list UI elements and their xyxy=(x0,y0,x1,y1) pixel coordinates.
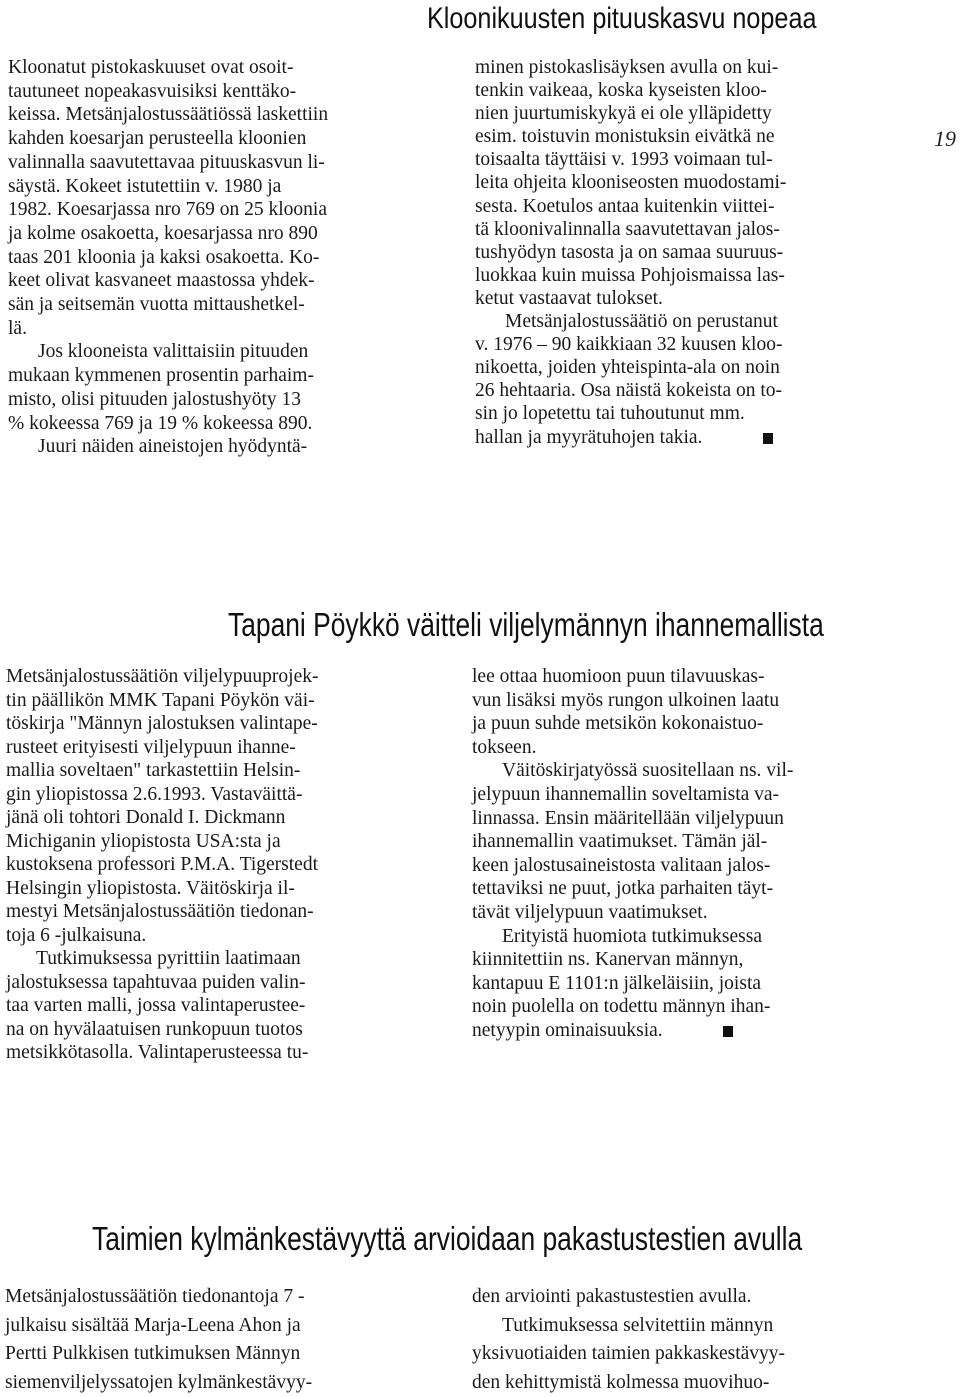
text-line xyxy=(8,246,440,270)
text-line-content: keen jalostusaineistosta valitaan jalos- xyxy=(472,854,771,876)
text-line xyxy=(8,198,440,222)
text-line xyxy=(8,293,440,317)
text-line-content: misto, olisi pituuden jalostushyöty 13 xyxy=(8,388,302,410)
text-line xyxy=(5,1369,435,1397)
text-line-content: tenkin vaikeaa, koska kyseisten kloo- xyxy=(475,80,767,102)
text-line-content: sin jo lopetettu tai tuhoutunut mm. xyxy=(475,403,745,425)
text-line-content: keet olivat kasvaneet maastossa yhdek- xyxy=(8,270,315,292)
text-line-content: taa varten malli, jossa valintaperustee- xyxy=(6,995,306,1016)
page-number: 19 xyxy=(934,126,956,151)
end-of-article-mark xyxy=(723,1026,733,1037)
text-line xyxy=(8,222,440,246)
text-line xyxy=(472,689,902,713)
text-line xyxy=(475,264,905,287)
article-title: Kloonikuusten pituuskasvu nopeaa xyxy=(427,2,817,35)
text-line-content: Juuri näiden aineistojen hyödyntä- xyxy=(38,436,308,458)
text-line-content: gin yliopistossa 2.6.1993. Vastaväittä- xyxy=(6,783,303,805)
text-line-content: minen pistokaslisäyksen avulla on kui- xyxy=(475,57,779,78)
text-line xyxy=(475,148,905,171)
text-line-content: tävät viljelypuun vaatimukset. xyxy=(472,901,708,923)
text-line xyxy=(8,151,440,175)
text-line xyxy=(6,689,434,713)
text-line xyxy=(5,1283,435,1312)
text-line xyxy=(472,1019,902,1043)
text-line-content: lee ottaa huomioon puun tilavuuskas- xyxy=(472,666,765,687)
text-line xyxy=(6,994,434,1018)
text-line-content: Pertti Pulkkisen tutkimuksen Männyn xyxy=(5,1343,301,1364)
text-line xyxy=(472,995,902,1019)
text-line xyxy=(472,759,902,783)
text-line xyxy=(8,388,440,412)
text-line xyxy=(475,402,905,425)
text-line-content: % kokeessa 769 ja 19 % kokeessa 890. xyxy=(8,412,313,434)
text-line xyxy=(6,783,434,807)
text-line xyxy=(6,924,434,948)
text-line-content: kustoksena professori P.M.A. Tigerstedt xyxy=(6,854,319,875)
article-column-left xyxy=(5,1283,435,1397)
text-line xyxy=(472,1340,902,1369)
text-line xyxy=(475,79,905,102)
text-line-content: taas 201 kloonia ja kaksi osakoetta. Ko- xyxy=(8,246,320,268)
text-line xyxy=(5,1312,435,1341)
text-line-content: v. 1976 – 90 kaikkiaan 32 kuusen kloo- xyxy=(475,334,783,356)
text-line xyxy=(472,1312,902,1341)
text-line-content: nien juurtumiskykyä ei ole ylläpidetty xyxy=(475,103,772,125)
text-line-content: yksivuotiaiden taimien pakkaskestävyy- xyxy=(472,1343,786,1364)
text-line xyxy=(472,877,902,901)
text-line-content: julkaisu sisältää Marja-Leena Ahon ja xyxy=(5,1314,301,1336)
text-line-content: noin puolella on todettu männyn ihan- xyxy=(472,996,771,1018)
text-line xyxy=(6,736,434,760)
text-line-content: hallan ja myyrätuhojen takia. xyxy=(475,426,703,448)
text-line xyxy=(8,435,440,459)
text-line-content: Väitöskirjatyössä suositellaan ns. vil- xyxy=(502,760,794,782)
text-line xyxy=(8,103,440,127)
text-line-content: nikoetta, joiden yhteispinta-ala on noin xyxy=(475,357,780,379)
text-line-content: mallia soveltaen" tarkastettiin Helsin- xyxy=(6,760,301,781)
text-line-content: vun lisäksi myös rungon ulkoinen laatu xyxy=(472,689,780,711)
text-line xyxy=(6,877,434,901)
text-line-content: den arviointi pakastustestien avulla. xyxy=(472,1286,752,1307)
text-line xyxy=(472,830,902,854)
text-line-content: tokseen. xyxy=(472,736,537,758)
text-line xyxy=(6,1041,434,1065)
text-line-content: Metsänjalostussäätiö on perustanut xyxy=(505,311,778,333)
text-line xyxy=(472,854,902,878)
text-line xyxy=(6,971,434,995)
text-line xyxy=(6,712,434,736)
end-of-article-mark xyxy=(763,433,773,444)
article-title: Tapani Pöykkö väitteli viljelymännyn ihannemallista xyxy=(228,606,824,643)
text-line-content: tä kloonivalinnalla saavutettavan jalos- xyxy=(475,218,780,240)
text-line xyxy=(6,1018,434,1042)
text-line-content: metsikkötasolla. Valintaperusteessa tu- xyxy=(6,1042,309,1063)
text-line-content: ketut vastaavat tulokset. xyxy=(475,287,663,309)
text-line-content: rusteet erityisesti viljelypuun ihanne- xyxy=(6,736,296,758)
article-title: Taimien kylmänkestävyyttä arvioidaan pakastustestien avulla xyxy=(92,1220,803,1257)
text-line xyxy=(6,947,434,971)
text-line-content: netyypin ominaisuuksia. xyxy=(472,1019,663,1041)
text-line xyxy=(472,712,902,736)
text-line-content: 26 hehtaaria. Osa näistä kokeista on to- xyxy=(475,380,783,402)
text-line-content: Metsänjalostussäätiön viljelypuuprojek- xyxy=(6,666,319,687)
text-line xyxy=(6,900,434,924)
text-line xyxy=(6,830,434,854)
text-line-content: siemenviljelyssatojen kylmänkestävyy- xyxy=(5,1371,313,1393)
text-line-content: leita ohjeita klooniseosten muodostami- xyxy=(475,172,787,194)
article-column-right xyxy=(472,665,902,1043)
text-line xyxy=(8,340,440,364)
text-line-content: esim. toistuvin monistuksin eivätkä ne xyxy=(475,126,775,148)
text-line-content: luokkaa kuin muissa Pohjoismaissa las- xyxy=(475,264,785,286)
text-line-content: jelypuun ihannemallin soveltamista va- xyxy=(472,783,780,805)
text-line xyxy=(475,218,905,241)
text-line-content: 1982. Koesarjassa nro 769 on 25 kloonia xyxy=(8,199,327,221)
text-line xyxy=(475,195,905,218)
text-line xyxy=(475,287,905,310)
text-line xyxy=(475,125,905,148)
text-line xyxy=(472,948,902,972)
text-line-content: linnassa. Ensin määritellään viljelypuun xyxy=(472,807,784,829)
text-line xyxy=(8,175,440,199)
text-line xyxy=(472,901,902,925)
text-line xyxy=(475,56,905,79)
text-line-content: kahden koesarjan perusteella kloonien xyxy=(8,128,307,150)
text-line-content: toisaalta täyttäisi v. 1993 voimaan tul- xyxy=(475,149,773,171)
text-line xyxy=(475,102,905,125)
text-line-content: valinnalla saavutettavaa pituuskasvun li- xyxy=(8,151,325,173)
text-line-content: Tutkimuksessa pyrittiin laatimaan xyxy=(36,948,301,969)
text-line xyxy=(472,736,902,760)
text-line xyxy=(475,426,905,449)
text-line-content: Michiganin yliopistosta USA:sta ja xyxy=(6,830,281,852)
text-line xyxy=(472,925,902,949)
text-line xyxy=(475,379,905,402)
text-line-content: tin päällikön MMK Tapani Pöykön väi- xyxy=(6,689,315,711)
text-line xyxy=(472,807,902,831)
text-line-content: kiinnitettiin ns. Kanervan männyn, xyxy=(472,949,744,971)
text-line xyxy=(472,972,902,996)
text-line xyxy=(472,1283,902,1312)
text-line xyxy=(475,356,905,379)
text-line-content: kantapuu E 1101:n jälkeläisiin, joista xyxy=(472,972,762,994)
text-line-content: lä. xyxy=(8,317,27,339)
text-line-content: säystä. Kokeet istutettiin v. 1980 ja xyxy=(8,175,282,197)
text-line-content: keissa. Metsänjalostussäätiössä laskettiin xyxy=(8,104,329,126)
text-line xyxy=(8,269,440,293)
text-line-content: Erityistä huomiota tutkimuksessa xyxy=(502,925,762,947)
text-line xyxy=(6,806,434,830)
text-line xyxy=(472,783,902,807)
text-line-content: jänä oli tohtori Donald I. Dickmann xyxy=(6,807,286,828)
text-line-content: tautuneet nopeakasvuisiksi kenttäko- xyxy=(8,80,297,102)
text-line xyxy=(5,1340,435,1369)
text-line-content: sän ja seitsemän vuotta mittaushetkel- xyxy=(8,294,305,316)
text-line xyxy=(8,80,440,104)
text-line-content: ihannemallin vaatimukset. Tämän jäl- xyxy=(472,831,768,853)
text-line-content: tushyödyn tasosta ja on samaa suuruus- xyxy=(475,241,784,263)
text-line xyxy=(475,171,905,194)
text-line-content: ja kolme osakoetta, koesarjassa nro 890 xyxy=(8,222,318,244)
text-line xyxy=(475,310,905,333)
text-line-content: ja puun suhde metsikön kokonaistuo- xyxy=(472,713,764,735)
article-column-left xyxy=(6,665,434,1065)
text-line-content: Metsänjalostussäätiön tiedonantoja 7 - xyxy=(5,1286,305,1307)
text-line xyxy=(8,127,440,151)
text-line-content: Jos klooneista valittaisiin pituuden xyxy=(38,341,309,363)
text-line xyxy=(8,412,440,436)
text-line-content: toja 6 -julkaisuna. xyxy=(6,924,147,946)
text-line xyxy=(472,1369,902,1397)
text-line-content: Helsingin yliopistosta. Väitöskirja il- xyxy=(6,877,295,899)
text-line xyxy=(8,364,440,388)
text-line xyxy=(6,853,434,877)
article-column-right xyxy=(472,1283,902,1397)
text-line-content: töskirja "Männyn jalostuksen valintape- xyxy=(6,713,318,734)
text-line-content: Tutkimuksessa selvitettiin männyn xyxy=(502,1314,774,1336)
text-line-content: tettaviksi ne puut, jotka parhaiten täyt- xyxy=(472,878,774,900)
text-line-content: mestyi Metsänjalostussäätiön tiedonan- xyxy=(6,901,314,922)
text-line-content: mukaan kymmenen prosentin parhaim- xyxy=(8,365,314,387)
text-line-content: sesta. Koetulos antaa kuitenkin viittei- xyxy=(475,195,775,217)
article-column-left xyxy=(8,56,440,459)
text-line-content: jalostuksessa tapahtuvaa puiden valin- xyxy=(6,971,306,993)
article-column-right xyxy=(475,56,905,449)
text-line xyxy=(6,665,434,689)
text-line-content: na on hyvälaatuisen runkopuun tuotos xyxy=(6,1018,303,1040)
text-line xyxy=(6,759,434,783)
text-line xyxy=(8,56,440,80)
text-line-content: Kloonatut pistokaskuuset ovat osoit- xyxy=(8,57,294,78)
text-line-content: den kehittymistä kolmessa muovihuo- xyxy=(472,1371,770,1393)
text-line xyxy=(472,665,902,689)
text-line xyxy=(8,317,440,341)
text-line xyxy=(475,241,905,264)
text-line xyxy=(475,333,905,356)
